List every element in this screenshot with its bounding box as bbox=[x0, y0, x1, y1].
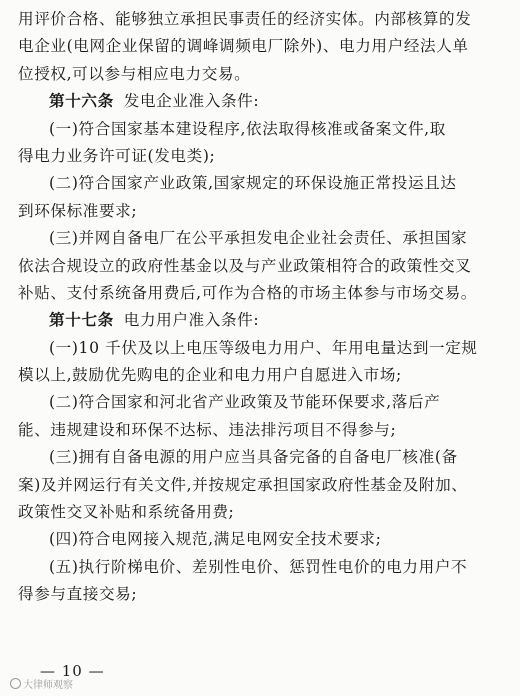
text-line: 到环保标准要求; bbox=[18, 201, 138, 220]
article-17-title: 电力用户准入条件: bbox=[123, 311, 260, 330]
document-body bbox=[18, 6, 506, 609]
text-line: 得参与直接交易; bbox=[18, 585, 138, 604]
text-line: (二)符合国家产业政策,国家规定的环保设施正常投运且达 bbox=[49, 174, 457, 193]
text-line: (二)符合国家和河北省产业政策及节能环保要求,落后产 bbox=[49, 393, 441, 412]
article-16-line bbox=[18, 88, 506, 115]
text-line: 位授权,可以参与相应电力交易。 bbox=[18, 64, 251, 83]
text-line: (五)执行阶梯电价、差别性电价、惩罚性电价的电力用户不 bbox=[49, 557, 468, 576]
text-line: (三)拥有自备电源的用户应当具备完备的自备电厂核准(备 bbox=[49, 448, 458, 467]
text-line: 电企业(电网企业保留的调峰调频电厂除外)、电力用户经法人单 bbox=[18, 37, 469, 56]
watermark-text: 大律师观察 bbox=[23, 680, 73, 691]
text-line: 补贴、支付系统备用费后,可作为合格的市场主体参与市场交易。 bbox=[18, 283, 477, 302]
text-line: 政策性交叉补贴和系统备用费; bbox=[18, 503, 235, 522]
text-line: (一)10 千伏及以上电压等级电力用户、年用电量达到一定规 bbox=[49, 338, 478, 357]
article-17-line bbox=[18, 307, 506, 334]
text-line: (一)符合国家基本建设程序,依法取得核准或备案文件,取 bbox=[49, 119, 446, 138]
watermark-logo-icon bbox=[10, 678, 21, 689]
text-line: 能、违规建设和环保不达标、违法排污项目不得参与; bbox=[18, 420, 397, 439]
page-number: — 10 — bbox=[40, 662, 105, 680]
text-line: 依法合规设立的政府性基金以及与产业政策相符合的政策性交叉 bbox=[18, 256, 472, 275]
text-line: 模以上,鼓励优先购电的企业和电力用户自愿进入市场; bbox=[18, 366, 402, 385]
article-16-heading: 第十六条 bbox=[49, 92, 114, 111]
text-line: 用评价合格、能够独立承担民事责任的经济实体。内部核算的发 bbox=[18, 10, 472, 28]
text-line: 案)及并网运行有关文件,并按规定承担国家政府性基金及附加、 bbox=[18, 475, 468, 494]
text-line: (四)符合电网接入规范,满足电网安全技术要求; bbox=[49, 530, 382, 549]
watermark bbox=[10, 676, 73, 691]
article-17-heading: 第十七条 bbox=[49, 311, 114, 330]
text-line: 得电力业务许可证(发电类); bbox=[18, 146, 216, 165]
article-16-title: 发电企业准入条件: bbox=[123, 92, 260, 111]
text-line: (三)并网自备电厂在公平承担发电企业社会责任、承担国家 bbox=[49, 229, 468, 248]
